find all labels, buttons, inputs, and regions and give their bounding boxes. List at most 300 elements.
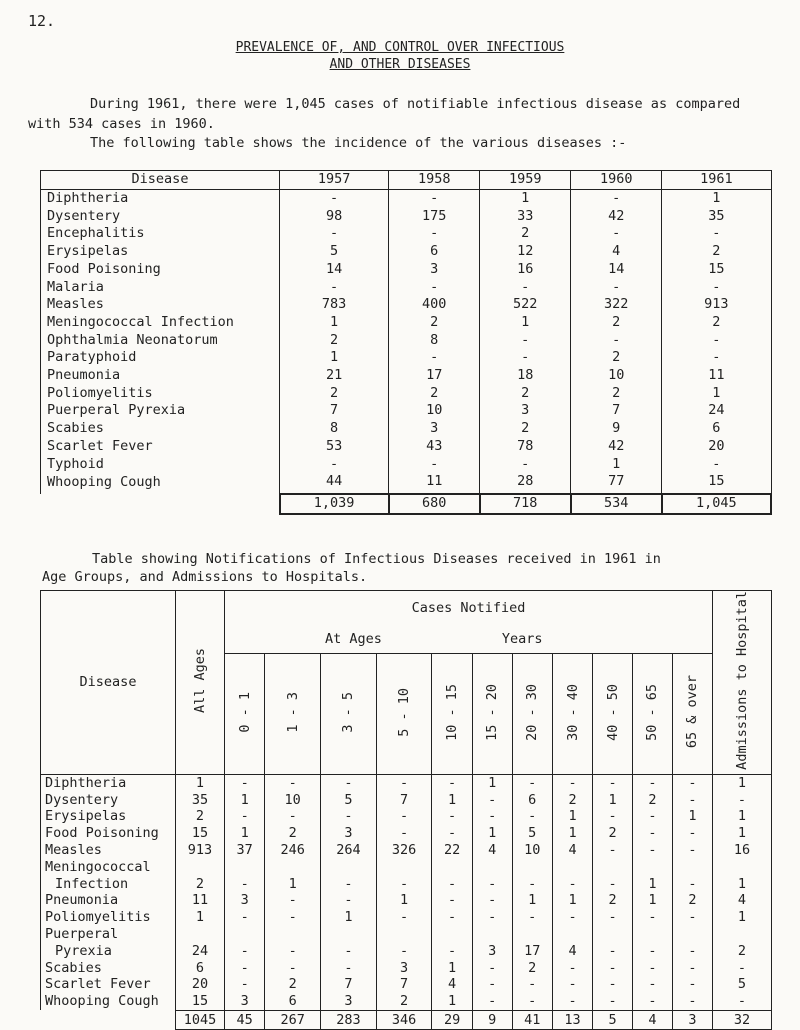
year-count: 3 xyxy=(389,261,480,279)
age-count: - xyxy=(593,774,633,791)
age-count: - xyxy=(672,993,712,1010)
year-count: - xyxy=(480,279,571,297)
year-count: 77 xyxy=(571,473,662,494)
table-row xyxy=(41,926,772,943)
disease-name: Pyrexia xyxy=(41,943,176,960)
year-count: 175 xyxy=(389,208,480,226)
age-count: - xyxy=(552,976,592,993)
age-count: - xyxy=(672,876,712,893)
age-count: 22 xyxy=(432,842,472,859)
age-count: 1 xyxy=(713,825,772,842)
year-total: 1,039 xyxy=(280,494,389,514)
age-count: - xyxy=(376,808,432,825)
age-count: 3 xyxy=(225,892,265,909)
year-count: 6 xyxy=(389,243,480,261)
year-count: - xyxy=(280,456,389,474)
age-count: - xyxy=(672,976,712,993)
age-count: - xyxy=(552,993,592,1010)
age-count: - xyxy=(472,976,512,993)
table-row xyxy=(41,420,772,438)
age-count: - xyxy=(593,808,633,825)
age-count: 17 xyxy=(512,943,552,960)
year-count: 3 xyxy=(480,402,571,420)
disease-name: Scabies xyxy=(41,420,280,438)
age-total: 41 xyxy=(512,1010,552,1029)
disease-name: Poliomyelitis xyxy=(41,909,176,926)
disease-name: Measles xyxy=(41,842,176,859)
table-intro: The following table shows the incidence of the various diseases :- xyxy=(90,135,627,151)
age-count xyxy=(552,926,592,943)
page-title-line1: PREVALENCE OF, AND CONTROL OVER INFECTIOUS xyxy=(235,40,565,55)
table-row xyxy=(41,385,772,403)
year-count: 1 xyxy=(280,314,389,332)
age-total: 1045 xyxy=(176,1010,225,1029)
age-group-header: 5 - 10 xyxy=(376,654,432,775)
age-count: 1 xyxy=(672,808,712,825)
age-count: - xyxy=(512,909,552,926)
age-count xyxy=(472,859,512,876)
age-count: - xyxy=(265,909,321,926)
year-count: - xyxy=(571,225,662,243)
age-count: - xyxy=(321,774,377,791)
age-count: 2 xyxy=(593,825,633,842)
disease-name: Poliomyelitis xyxy=(41,385,280,403)
age-count: - xyxy=(552,909,592,926)
age-count: - xyxy=(672,909,712,926)
age-group-header: 15 - 20 xyxy=(472,654,512,775)
age-count: - xyxy=(225,876,265,893)
age-count: - xyxy=(321,808,377,825)
age-count: 3 xyxy=(321,825,377,842)
age-count xyxy=(472,926,512,943)
age-total: 13 xyxy=(552,1010,592,1029)
year-count: - xyxy=(662,225,771,243)
age-count: 5 xyxy=(713,976,772,993)
disease-name: Food Poisoning xyxy=(41,825,176,842)
year-count: 522 xyxy=(480,296,571,314)
age-count: - xyxy=(321,876,377,893)
disease-column-header: Disease xyxy=(41,171,280,190)
disease-name: Malaria xyxy=(41,279,280,297)
year-count: 11 xyxy=(389,473,480,494)
age-count: - xyxy=(472,892,512,909)
disease-name: Whooping Cough xyxy=(41,993,176,1010)
age-count: - xyxy=(633,909,673,926)
age-count: - xyxy=(593,876,633,893)
disease-name: Encephalitis xyxy=(41,225,280,243)
table-row xyxy=(41,243,772,261)
table2-caption-line1: Table showing Notifications of Infectious Diseases received in 1961 in xyxy=(92,551,661,567)
year-count: - xyxy=(480,332,571,350)
year-count: 42 xyxy=(571,208,662,226)
age-group-table xyxy=(40,590,772,1030)
year-count: 5 xyxy=(280,243,389,261)
age-count: - xyxy=(672,792,712,809)
table-row xyxy=(41,208,772,226)
age-count: - xyxy=(432,876,472,893)
age-count: 4 xyxy=(472,842,512,859)
year-count: - xyxy=(389,456,480,474)
table-row xyxy=(41,909,772,926)
year-count: 44 xyxy=(280,473,389,494)
age-count xyxy=(432,859,472,876)
age-count: 5 xyxy=(512,825,552,842)
age-count xyxy=(225,926,265,943)
age-count: 913 xyxy=(176,842,225,859)
age-count xyxy=(713,926,772,943)
age-table-totals xyxy=(41,1010,772,1029)
age-count: 3 xyxy=(376,960,432,977)
year-count: - xyxy=(389,279,480,297)
age-count: - xyxy=(713,993,772,1010)
year-count: - xyxy=(389,225,480,243)
year-total: 1,045 xyxy=(662,494,771,514)
age-count: - xyxy=(265,892,321,909)
table-row xyxy=(41,349,772,367)
age-group-header: 10 - 15 xyxy=(432,654,472,775)
year-column-header: 1957 xyxy=(280,171,389,190)
year-column-header: 1960 xyxy=(571,171,662,190)
age-count: - xyxy=(432,808,472,825)
table-row xyxy=(41,438,772,456)
at-ages-years-header: At Ages Years xyxy=(225,625,713,654)
age-count: 6 xyxy=(176,960,225,977)
age-count xyxy=(713,859,772,876)
year-count: - xyxy=(480,456,571,474)
age-count: - xyxy=(552,876,592,893)
age-count: - xyxy=(633,976,673,993)
intro-paragraph: During 1961, there were 1,045 cases of notifiable infectious disease as compared with 534 cases in 1960. xyxy=(28,96,741,132)
age-count: 4 xyxy=(432,976,472,993)
cases-notified-header: Cases Notified xyxy=(225,591,713,626)
age-count xyxy=(265,926,321,943)
age-count: - xyxy=(593,993,633,1010)
age-count: - xyxy=(376,774,432,791)
age-count xyxy=(633,859,673,876)
age-count: 1 xyxy=(265,876,321,893)
year-count: 2 xyxy=(389,385,480,403)
table-row xyxy=(41,976,772,993)
age-count: 3 xyxy=(321,993,377,1010)
age-count: 10 xyxy=(512,842,552,859)
age-count: - xyxy=(593,842,633,859)
age-count: - xyxy=(633,993,673,1010)
age-count: - xyxy=(376,943,432,960)
age-count xyxy=(672,926,712,943)
age-count: - xyxy=(512,774,552,791)
page-title-line2: AND OTHER DISEASES xyxy=(329,57,471,72)
age-count: 11 xyxy=(176,892,225,909)
age-count: - xyxy=(593,909,633,926)
age-count: - xyxy=(672,960,712,977)
year-count: 2 xyxy=(480,420,571,438)
year-count: 2 xyxy=(280,332,389,350)
year-count: 28 xyxy=(480,473,571,494)
age-count: 1 xyxy=(176,774,225,791)
age-count: - xyxy=(552,774,592,791)
age-count: 4 xyxy=(713,892,772,909)
table2-caption xyxy=(42,550,792,586)
table-row xyxy=(41,296,772,314)
year-count: 12 xyxy=(480,243,571,261)
year-count: 322 xyxy=(571,296,662,314)
age-total: 4 xyxy=(633,1010,673,1029)
age-count: - xyxy=(672,774,712,791)
age-total: 346 xyxy=(376,1010,432,1029)
age-count: 3 xyxy=(472,943,512,960)
age-total: 267 xyxy=(265,1010,321,1029)
year-count: - xyxy=(571,279,662,297)
year-total: 680 xyxy=(389,494,480,514)
year-count: 10 xyxy=(571,367,662,385)
age-count: - xyxy=(376,876,432,893)
age-count xyxy=(512,926,552,943)
year-count: 18 xyxy=(480,367,571,385)
age-count: 1 xyxy=(713,774,772,791)
age-count: 20 xyxy=(176,976,225,993)
table-row xyxy=(41,774,772,791)
age-count: - xyxy=(432,825,472,842)
year-count: 15 xyxy=(662,473,771,494)
age-count: - xyxy=(512,993,552,1010)
age-count xyxy=(512,859,552,876)
year-count: 15 xyxy=(662,261,771,279)
table-row xyxy=(41,993,772,1010)
year-count: 2 xyxy=(571,314,662,332)
table-row xyxy=(41,842,772,859)
age-count xyxy=(376,926,432,943)
year-count: - xyxy=(571,332,662,350)
age-count: - xyxy=(593,943,633,960)
table-row xyxy=(41,859,772,876)
age-group-header: 40 - 50 xyxy=(593,654,633,775)
age-count: - xyxy=(593,960,633,977)
table-row xyxy=(41,825,772,842)
disease-name: Scabies xyxy=(41,960,176,977)
year-count: 1 xyxy=(662,385,771,403)
age-count: 1 xyxy=(552,808,592,825)
age-count: - xyxy=(225,943,265,960)
year-count: 98 xyxy=(280,208,389,226)
year-count: 6 xyxy=(662,420,771,438)
age-group-header: 0 - 1 xyxy=(225,654,265,775)
age-total: 5 xyxy=(593,1010,633,1029)
disease-name: Erysipelas xyxy=(41,808,176,825)
age-count: - xyxy=(633,808,673,825)
table-row xyxy=(41,456,772,474)
year-count: - xyxy=(662,349,771,367)
year-count: 3 xyxy=(389,420,480,438)
age-total: 29 xyxy=(432,1010,472,1029)
age-count xyxy=(633,926,673,943)
age-count: 6 xyxy=(265,993,321,1010)
age-count: 1 xyxy=(432,993,472,1010)
year-column-header: 1958 xyxy=(389,171,480,190)
year-count: 42 xyxy=(571,438,662,456)
blank-cell xyxy=(41,494,280,514)
age-count: 10 xyxy=(265,792,321,809)
age-count: - xyxy=(432,943,472,960)
age-count: 2 xyxy=(265,825,321,842)
age-count: - xyxy=(432,909,472,926)
age-count xyxy=(432,926,472,943)
age-count: 4 xyxy=(552,842,592,859)
age-count: 1 xyxy=(472,774,512,791)
year-total: 534 xyxy=(571,494,662,514)
year-count: 16 xyxy=(480,261,571,279)
year-count: 1 xyxy=(662,190,771,208)
age-count: - xyxy=(472,808,512,825)
age-count: - xyxy=(633,943,673,960)
age-count: - xyxy=(321,943,377,960)
age-count: - xyxy=(265,960,321,977)
table-row xyxy=(41,225,772,243)
disease-name: Pneumonia xyxy=(41,367,280,385)
age-count: - xyxy=(672,943,712,960)
disease-name: Whooping Cough xyxy=(41,473,280,494)
age-count: - xyxy=(472,792,512,809)
year-count: 2 xyxy=(480,385,571,403)
age-count: - xyxy=(633,842,673,859)
age-count: 2 xyxy=(376,993,432,1010)
table-row xyxy=(41,314,772,332)
year-count: 2 xyxy=(662,314,771,332)
age-count: - xyxy=(593,976,633,993)
disease-name: Ophthalmia Neonatorum xyxy=(41,332,280,350)
disease-name: Infection xyxy=(41,876,176,893)
age-count: 7 xyxy=(376,976,432,993)
table-row xyxy=(41,960,772,977)
age-count: - xyxy=(472,876,512,893)
disease-name: Scarlet Fever xyxy=(41,976,176,993)
age-total: 45 xyxy=(225,1010,265,1029)
age-group-header: 20 - 30 xyxy=(512,654,552,775)
age-count: - xyxy=(633,825,673,842)
disease-name: Meningococcal xyxy=(41,859,176,876)
year-count: - xyxy=(280,225,389,243)
year-count: 2 xyxy=(571,349,662,367)
table-row xyxy=(41,808,772,825)
table-row xyxy=(41,332,772,350)
age-count: 1 xyxy=(432,960,472,977)
age-count: 2 xyxy=(512,960,552,977)
age-count: 35 xyxy=(176,792,225,809)
age-count: 1 xyxy=(552,825,592,842)
age-count: 1 xyxy=(713,909,772,926)
age-count: 15 xyxy=(176,993,225,1010)
year-count: 33 xyxy=(480,208,571,226)
age-count: 1 xyxy=(432,792,472,809)
age-count: 7 xyxy=(321,976,377,993)
table-row xyxy=(41,792,772,809)
disease-name: Meningococcal Infection xyxy=(41,314,280,332)
age-count: - xyxy=(432,892,472,909)
age-count: 15 xyxy=(176,825,225,842)
age-count: - xyxy=(376,909,432,926)
age-count: - xyxy=(552,960,592,977)
age-count: - xyxy=(225,960,265,977)
incidence-table xyxy=(40,170,772,515)
age-count: - xyxy=(512,876,552,893)
age-count: - xyxy=(376,825,432,842)
year-count: 17 xyxy=(389,367,480,385)
age-count xyxy=(672,859,712,876)
year-count: 2 xyxy=(389,314,480,332)
age-count: 1 xyxy=(176,909,225,926)
disease-name: Food Poisoning xyxy=(41,261,280,279)
age-count: 1 xyxy=(376,892,432,909)
age-count xyxy=(176,926,225,943)
year-count: - xyxy=(280,190,389,208)
age-group-header: 50 - 65 xyxy=(633,654,673,775)
age-count: 2 xyxy=(176,876,225,893)
admissions-header: Admissions to Hospital xyxy=(713,591,772,775)
age-count: - xyxy=(633,960,673,977)
year-count: 10 xyxy=(389,402,480,420)
year-count: 7 xyxy=(280,402,389,420)
year-count: 9 xyxy=(571,420,662,438)
age-count: 4 xyxy=(552,943,592,960)
age-count xyxy=(225,859,265,876)
year-count: 21 xyxy=(280,367,389,385)
age-count xyxy=(265,859,321,876)
age-count: 1 xyxy=(633,876,673,893)
age-count: 1 xyxy=(713,808,772,825)
age-count: 7 xyxy=(376,792,432,809)
age-count: 2 xyxy=(176,808,225,825)
age-count xyxy=(593,859,633,876)
age-count: 2 xyxy=(593,892,633,909)
age-count xyxy=(376,859,432,876)
age-count: 2 xyxy=(713,943,772,960)
blank-cell xyxy=(41,1010,176,1029)
disease-name: Dysentery xyxy=(41,792,176,809)
age-count: 1 xyxy=(713,876,772,893)
age-count: - xyxy=(512,808,552,825)
age-count: 5 xyxy=(321,792,377,809)
age-count: 3 xyxy=(225,993,265,1010)
disease-name: Paratyphoid xyxy=(41,349,280,367)
age-count: 6 xyxy=(512,792,552,809)
disease-name: Diphtheria xyxy=(41,774,176,791)
year-count: 14 xyxy=(280,261,389,279)
table2-caption-line2: Age Groups, and Admissions to Hospitals. xyxy=(42,569,368,585)
disease-name: Diphtheria xyxy=(41,190,280,208)
year-column-header: 1961 xyxy=(662,171,771,190)
year-count: 8 xyxy=(280,420,389,438)
disease-name: Scarlet Fever xyxy=(41,438,280,456)
age-total: 32 xyxy=(713,1010,772,1029)
disease-name: Pneumonia xyxy=(41,892,176,909)
age-count: - xyxy=(265,943,321,960)
year-count: 7 xyxy=(571,402,662,420)
age-count: - xyxy=(633,774,673,791)
disease-name: Dysentery xyxy=(41,208,280,226)
year-total: 718 xyxy=(480,494,571,514)
disease-name: Typhoid xyxy=(41,456,280,474)
year-count: 1 xyxy=(480,314,571,332)
age-group-header: 65 & over xyxy=(672,654,712,775)
year-count: - xyxy=(389,190,480,208)
age-count: - xyxy=(265,774,321,791)
all-ages-header: All Ages xyxy=(176,591,225,775)
age-count: 1 xyxy=(512,892,552,909)
age-count xyxy=(176,859,225,876)
age-count: 326 xyxy=(376,842,432,859)
year-count: - xyxy=(389,349,480,367)
year-count: - xyxy=(662,279,771,297)
age-table-header-row1 xyxy=(41,591,772,626)
